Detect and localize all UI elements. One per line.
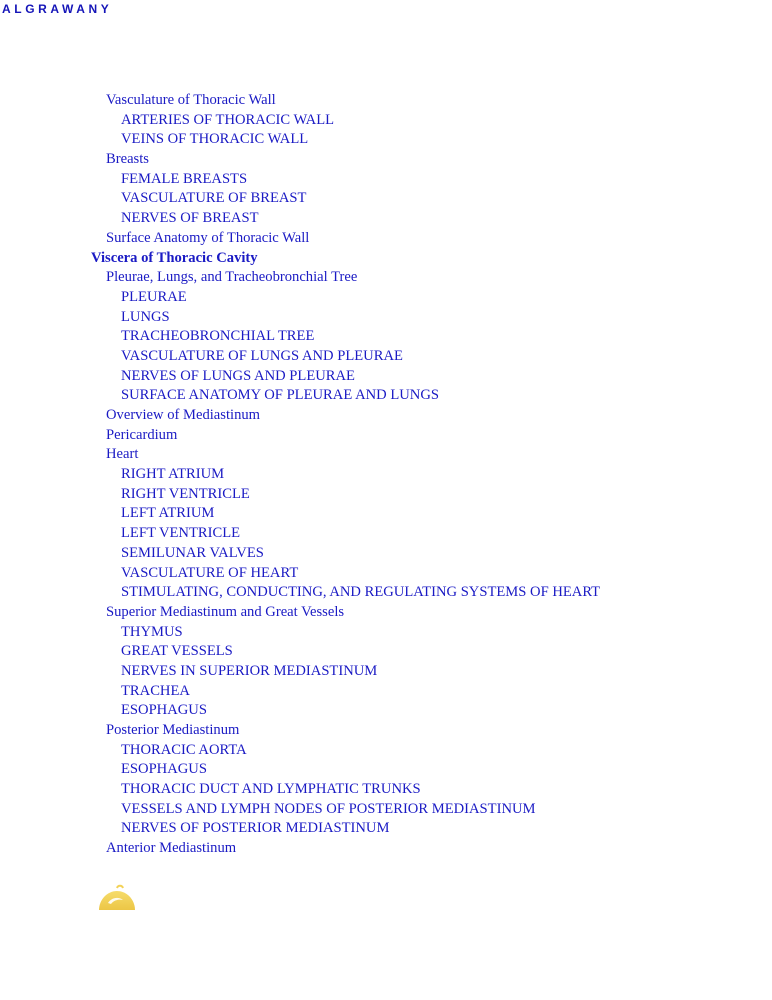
toc-link[interactable]: THORACIC AORTA: [121, 741, 247, 758]
toc-link[interactable]: THORACIC DUCT AND LYMPHATIC TRUNKS: [121, 781, 421, 798]
toc-link[interactable]: PLEURAE: [121, 288, 187, 305]
toc-link[interactable]: NERVES IN SUPERIOR MEDIASTINUM: [121, 662, 378, 679]
toc-link[interactable]: FEMALE BREASTS: [121, 170, 248, 187]
toc-link[interactable]: VEINS OF THORACIC WALL: [121, 131, 309, 148]
toc-link[interactable]: Heart: [106, 446, 139, 463]
toc-link[interactable]: VASCULATURE OF BREAST: [121, 190, 307, 207]
toc-link[interactable]: LUNGS: [121, 308, 170, 325]
sun-logo-graphic: [97, 884, 137, 912]
toc-link[interactable]: VESSELS AND LYMPH NODES OF POSTERIOR MEDIASTINUM: [121, 800, 536, 817]
toc-link[interactable]: VASCULATURE OF HEART: [121, 564, 299, 581]
toc-link[interactable]: THYMUS: [121, 623, 183, 640]
toc-link[interactable]: Overview of Mediastinum: [106, 407, 261, 423]
toc-link[interactable]: Surface Anatomy of Thoracic Wall: [106, 229, 310, 246]
sun-logo-icon: [97, 884, 137, 912]
toc-link[interactable]: Posterior Mediastinum: [106, 722, 240, 738]
toc-link[interactable]: NERVES OF BREAST: [121, 210, 259, 227]
toc-link[interactable]: RIGHT VENTRICLE: [121, 485, 250, 502]
table-of-contents: [0, 90, 772, 858]
toc-link[interactable]: Breasts: [106, 151, 149, 168]
toc-link[interactable]: Pericardium: [106, 426, 178, 443]
toc-link[interactable]: LEFT ATRIUM: [121, 505, 215, 522]
toc-link[interactable]: NERVES OF POSTERIOR MEDIASTINUM: [121, 820, 390, 837]
toc-link[interactable]: Viscera of Thoracic Cavity: [91, 249, 258, 266]
toc-link[interactable]: TRACHEOBRONCHIAL TREE: [121, 328, 315, 345]
toc-link[interactable]: ESOPHAGUS: [121, 702, 207, 719]
toc-link[interactable]: RIGHT ATRIUM: [121, 466, 225, 483]
toc-link[interactable]: STIMULATING, CONDUCTING, AND REGULATING SYSTEMS OF HEART: [121, 584, 601, 601]
toc-link[interactable]: Pleurae, Lungs, and Tracheobronchial Tree: [106, 269, 358, 286]
toc-link[interactable]: GREAT VESSELS: [121, 643, 233, 660]
toc-link[interactable]: SURFACE ANATOMY OF PLEURAE AND LUNGS: [121, 387, 439, 404]
toc-link[interactable]: SEMILUNAR VALVES: [121, 544, 264, 561]
brand-title: ALGRAWANY: [2, 2, 113, 16]
toc-link[interactable]: NERVES OF LUNGS AND PLEURAE: [121, 367, 355, 384]
toc-link[interactable]: Superior Mediastinum and Great Vessels: [106, 603, 345, 620]
toc-link[interactable]: Vasculature of Thoracic Wall: [106, 92, 276, 108]
toc-link[interactable]: Anterior Mediastinum: [106, 840, 237, 857]
toc-link[interactable]: TRACHEA: [121, 682, 190, 699]
toc-link[interactable]: ARTERIES OF THORACIC WALL: [121, 111, 335, 128]
toc-link[interactable]: ESOPHAGUS: [121, 761, 207, 778]
toc-link[interactable]: LEFT VENTRICLE: [121, 525, 241, 542]
toc-link[interactable]: VASCULATURE OF LUNGS AND PLEURAE: [121, 347, 403, 364]
